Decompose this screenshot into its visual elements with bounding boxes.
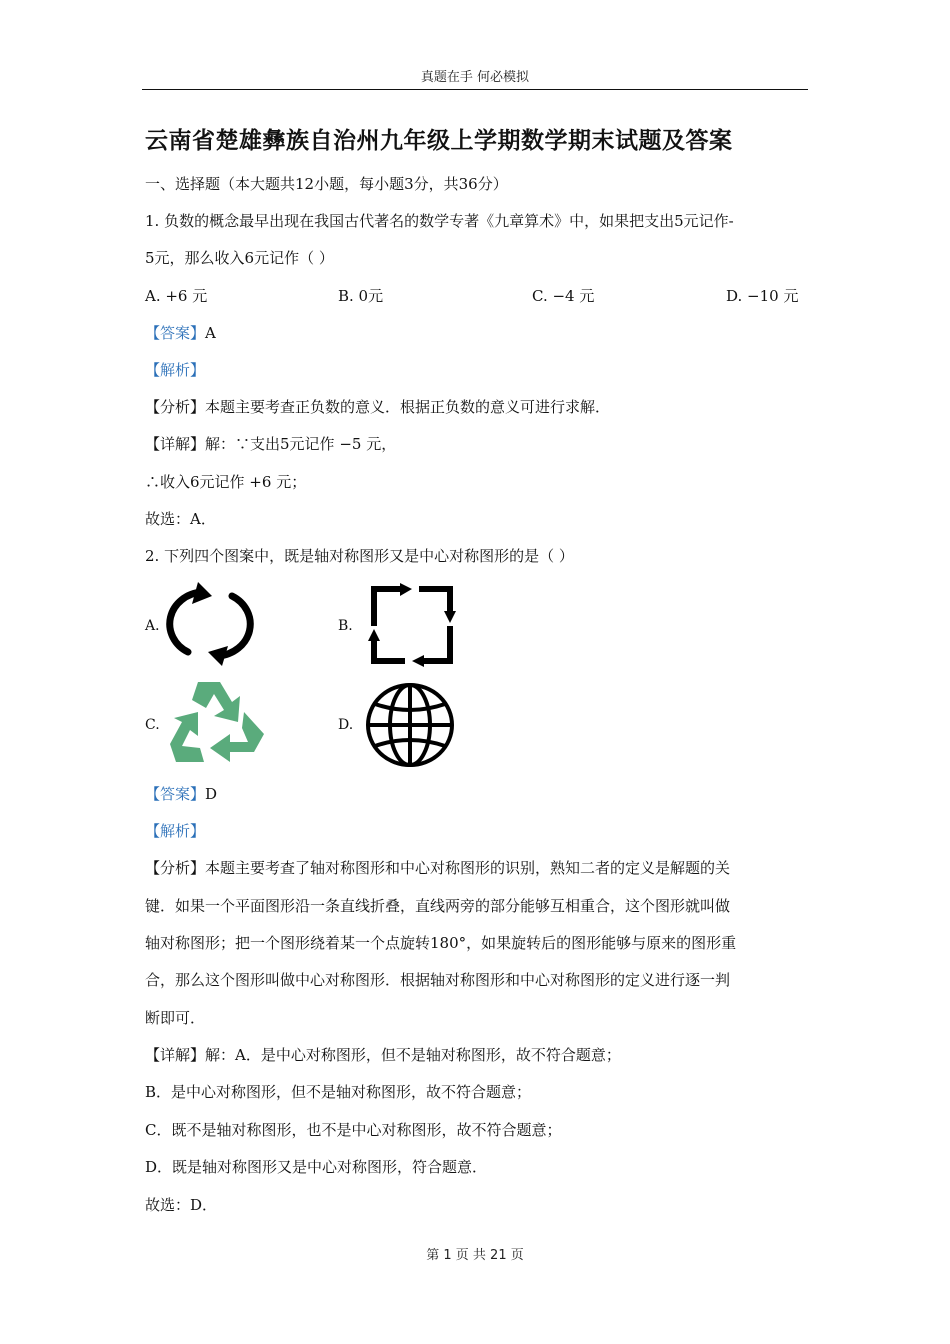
answer-value: D [205, 785, 218, 803]
q2-analysis-line4: 合，那么这个图形叫做中心对称图形．根据轴对称图形和中心对称图形的定义进行逐一判 [145, 971, 731, 989]
q1-stem-line2: 5元，那么收入6元记作（ ） [145, 249, 334, 267]
q2-detail [145, 1045, 621, 1065]
q1-detail [145, 434, 396, 454]
q2-analysis-line1 [145, 858, 730, 878]
rotate-arrows-icon [162, 582, 258, 668]
q2-label-c: C. [145, 717, 160, 733]
detail-text: 解：∵支出5元记作 −5 元， [205, 435, 397, 453]
analysis-tag: 【分析】 [145, 398, 206, 416]
q2-label-d: D. [338, 717, 354, 733]
q2-analysis-line2: 键．如果一个平面图形沿一条直线折叠，直线两旁的部分能够互相重合，这个图形就叫做 [145, 897, 731, 915]
answer-tag: 【答案】 [145, 324, 206, 342]
q1-option-b: B. 0元 [338, 287, 384, 305]
page-footer: 第 1 页 共 21 页 [426, 1248, 524, 1263]
analysis-text: 本题主要考查正负数的意义．根据正负数的意义可进行求解． [205, 398, 611, 416]
q1-jiexi-tag: 【解析】 [145, 361, 206, 379]
q2-label-b: B. [338, 618, 353, 634]
square-arrows-icon [368, 583, 456, 667]
q2-analysis-line5: 断即可． [145, 1009, 206, 1027]
recycle-icon [168, 678, 266, 770]
q1-therefore-line: ∴收入6元记作 +6 元； [145, 473, 307, 491]
q1-choose: 故选：A． [145, 510, 216, 528]
detail-tag: 【详解】 [145, 435, 206, 453]
q1-option-a: A. +6 元 [145, 287, 208, 305]
analysis-tag: 【分析】 [145, 859, 206, 877]
globe-icon [363, 680, 457, 770]
q2-choose: 故选：D． [145, 1196, 218, 1214]
analysis-text: 本题主要考查了轴对称图形和中心对称图形的识别，熟知二者的定义是解题的关 [205, 859, 731, 877]
q1-answer [145, 323, 216, 343]
q1-analysis [145, 397, 610, 417]
q2-label-a: A． [145, 618, 170, 634]
header-rule [142, 89, 808, 90]
document-title: 云南省楚雄彝族自治州九年级上学期数学期末试题及答案 [145, 128, 733, 154]
q2-answer [145, 784, 217, 804]
q2-jiexi-tag: 【解析】 [145, 822, 206, 840]
page-header: 真题在手 何必模拟 [420, 70, 530, 85]
q2-detail-c: C．既不是轴对称图形，也不是中心对称图形，故不符合题意； [145, 1121, 562, 1139]
q1-stem-line1: 1. 负数的概念最早出现在我国古代著名的数学专著《九章算术》中，如果把支出5元记作- [145, 212, 734, 230]
q1-option-c: C. −4 元 [532, 287, 595, 305]
answer-tag: 【答案】 [145, 785, 206, 803]
detail-text: 解：A．是中心对称图形，但不是轴对称图形，故不符合题意； [205, 1046, 621, 1064]
q2-analysis-line3: 轴对称图形；把一个图形绕着某一个点旋转180°，如果旋转后的图形能够与原来的图形重 [145, 934, 737, 952]
detail-tag: 【详解】 [145, 1046, 206, 1064]
answer-value: A [205, 324, 216, 342]
q2-detail-d: D．既是轴对称图形又是中心对称图形，符合题意． [145, 1158, 488, 1176]
section-heading: 一、选择题（本大题共12小题，每小题3分，共36分） [145, 175, 508, 193]
q2-stem: 2. 下列四个图案中，既是轴对称图形又是中心对称图形的是（ ） [145, 547, 574, 565]
q2-detail-b: B．是中心对称图形，但不是轴对称图形，故不符合题意； [145, 1083, 532, 1101]
q1-option-d: D. −10 元 [726, 287, 799, 305]
